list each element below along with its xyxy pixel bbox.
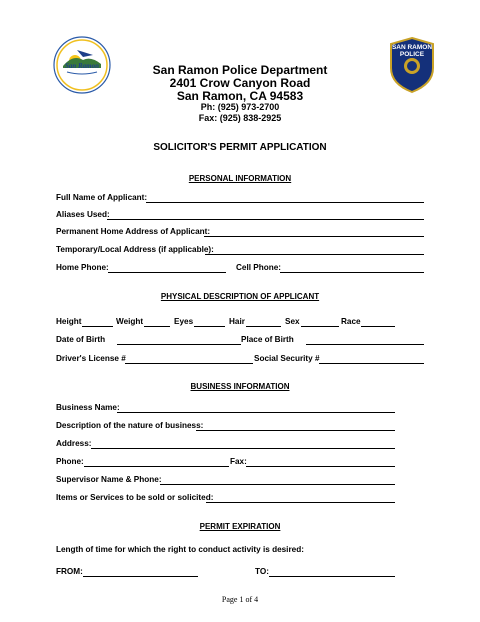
badge-top-text: SAN RAMON <box>391 44 433 51</box>
full-name-field[interactable] <box>146 202 424 203</box>
page-number: Page 1 of 4 <box>221 595 259 604</box>
permit-length-label: Length of time for which the right to conduct activity is desired: <box>56 545 304 554</box>
pob-label: Place of Birth <box>241 335 294 344</box>
business-name-field[interactable] <box>117 412 395 413</box>
hair-label: Hair <box>229 317 245 326</box>
home-phone-label: Home Phone: <box>56 263 109 272</box>
eyes-field[interactable] <box>194 326 225 327</box>
weight-label: Weight <box>116 317 144 326</box>
business-nature-label: Description of the nature of business: <box>56 421 204 430</box>
height-label: Height <box>56 317 82 326</box>
eyes-label: Eyes <box>174 317 194 326</box>
pob-field[interactable] <box>306 344 424 345</box>
weight-field[interactable] <box>144 326 170 327</box>
business-name-label: Business Name: <box>56 403 120 412</box>
form-title: SOLICITOR'S PERMIT APPLICATION <box>153 142 327 153</box>
to-field[interactable] <box>269 576 395 577</box>
section-personal-heading: PERSONAL INFORMATION <box>188 174 292 183</box>
department-name: San Ramon Police Department <box>152 63 328 77</box>
department-street: 2401 Crow Canyon Road <box>169 76 311 90</box>
section-physical-heading: PHYSICAL DESCRIPTION OF APPLICANT <box>160 292 320 301</box>
temporary-address-label: Temporary/Local Address (if applicable): <box>56 245 214 254</box>
from-label: FROM: <box>56 567 83 576</box>
business-phone-field[interactable] <box>84 466 229 467</box>
dob-field[interactable] <box>117 344 241 345</box>
badge-bottom-text: POLICE <box>399 51 425 58</box>
business-address-label: Address: <box>56 439 92 448</box>
section-business-heading: BUSINESS INFORMATION <box>190 382 290 391</box>
permanent-address-label: Permanent Home Address of Applicant: <box>56 227 211 236</box>
height-field[interactable] <box>82 326 113 327</box>
temporary-address-field[interactable] <box>205 254 424 255</box>
race-field[interactable] <box>361 326 395 327</box>
sex-field[interactable] <box>301 326 339 327</box>
supervisor-label: Supervisor Name & Phone: <box>56 475 162 484</box>
aliases-field[interactable] <box>107 219 424 220</box>
ssn-field[interactable] <box>319 363 424 364</box>
department-fax: Fax: (925) 838-2925 <box>198 113 282 123</box>
business-nature-field[interactable] <box>196 430 395 431</box>
hair-field[interactable] <box>246 326 281 327</box>
to-label: TO: <box>255 567 269 576</box>
items-field[interactable] <box>206 502 395 503</box>
cell-phone-field[interactable] <box>280 272 424 273</box>
department-phone: Ph: (925) 973-2700 <box>200 102 280 112</box>
business-fax-field[interactable] <box>246 466 395 467</box>
dob-label: Date of Birth <box>56 335 106 344</box>
items-label: Items or Services to be sold or solicited: <box>56 493 214 502</box>
from-field[interactable] <box>83 576 198 577</box>
supervisor-field[interactable] <box>160 484 395 485</box>
cell-phone-label: Cell Phone: <box>236 263 282 272</box>
aliases-label: Aliases Used: <box>56 210 110 219</box>
department-city: San Ramon, CA 94583 <box>176 89 304 103</box>
logo-left-text: San Ramon <box>64 62 100 70</box>
home-phone-field[interactable] <box>108 272 226 273</box>
business-address-field[interactable] <box>91 448 395 449</box>
business-fax-label: Fax: <box>230 457 247 466</box>
business-phone-label: Phone: <box>56 457 84 466</box>
sex-label: Sex <box>285 317 300 326</box>
ssn-label: Social Security # <box>254 354 320 363</box>
license-field[interactable] <box>125 363 253 364</box>
race-label: Race <box>341 317 361 326</box>
section-permit-heading: PERMIT EXPIRATION <box>199 522 281 531</box>
permanent-address-field[interactable] <box>204 236 424 237</box>
full-name-label: Full Name of Applicant: <box>56 193 148 202</box>
license-label: Driver's License # <box>56 354 126 363</box>
